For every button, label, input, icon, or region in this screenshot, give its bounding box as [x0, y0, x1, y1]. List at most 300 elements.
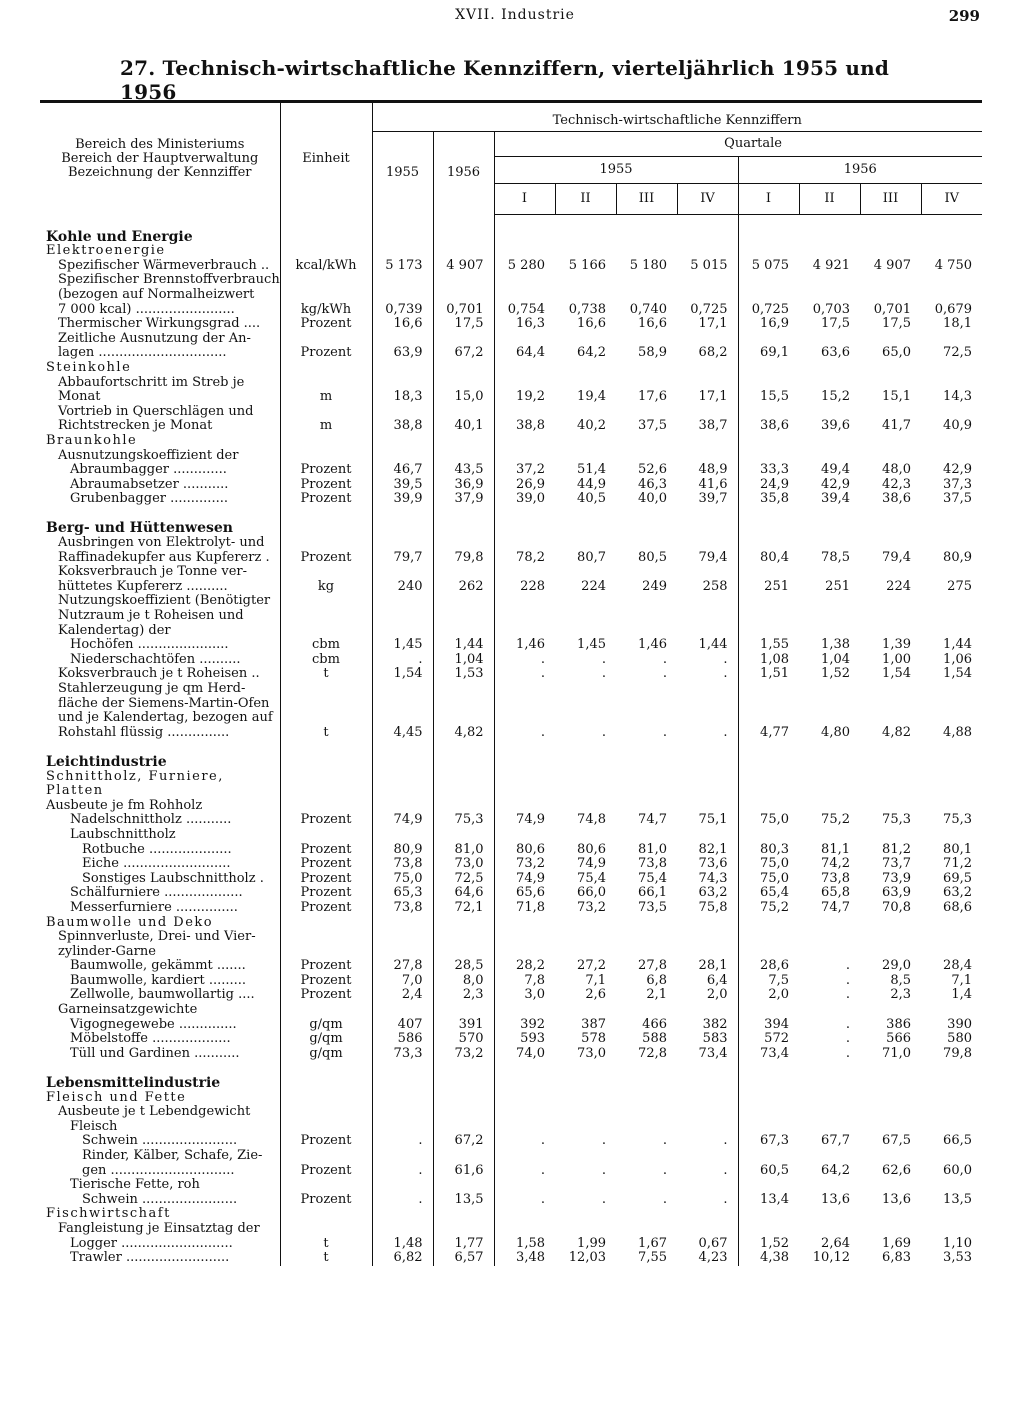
header-q1-1955: I: [494, 184, 555, 215]
value-cell: 62,6: [882, 1163, 911, 1178]
value-cell: [921, 1061, 982, 1076]
value-cell: [677, 273, 738, 288]
value-cell: [494, 565, 555, 580]
value-cell: [433, 594, 494, 609]
group-row: [40, 361, 982, 376]
value-cell: [860, 521, 921, 536]
table-body: [40, 215, 982, 1266]
value-cell: 75,2: [738, 901, 799, 916]
label-row: [40, 930, 982, 945]
value-cell: .: [845, 1032, 850, 1047]
value-cell: [677, 332, 738, 347]
value-cell: 27,2: [577, 959, 606, 974]
value-cell: 63,2: [943, 886, 972, 901]
value-cell: [433, 930, 494, 945]
spacer-row: [40, 215, 982, 230]
value-cell: [372, 1149, 433, 1164]
value-cell: 1,99: [577, 1236, 606, 1251]
unit-cell: [280, 594, 372, 609]
unit-cell: [280, 799, 372, 814]
value-cell: 67,3: [738, 1134, 799, 1149]
value-cell: [799, 215, 860, 230]
unit-cell: Prozent: [280, 974, 372, 989]
value-cell: [799, 361, 860, 376]
row-label: Möbelstoffe ...................: [70, 1032, 231, 1047]
label-row: [40, 565, 982, 580]
value-cell: [616, 1091, 677, 1106]
value-cell: 28,2: [494, 959, 555, 974]
value-cell: 466: [642, 1017, 667, 1032]
value-cell: 81,0: [433, 843, 494, 858]
header-year-1956: 1956: [433, 132, 494, 215]
value-cell: 4 907: [433, 259, 494, 274]
value-cell: [555, 1091, 616, 1106]
unit-cell: Prozent: [280, 346, 372, 361]
value-cell: [738, 1003, 799, 1018]
value-cell: 28,4: [943, 959, 972, 974]
value-cell: [921, 565, 982, 580]
value-cell: [433, 1149, 494, 1164]
unit-cell: Prozent: [280, 492, 372, 507]
value-cell: 0,703: [812, 302, 850, 317]
header-unit: Einheit: [280, 102, 372, 215]
value-cell: 15,2: [821, 390, 850, 405]
unit-cell: Prozent: [280, 1193, 372, 1208]
row-label: Stahlerzeugung je qm Herd-: [58, 682, 246, 696]
value-cell: [494, 770, 555, 785]
value-cell: 392: [494, 1018, 555, 1033]
unit-cell: [280, 1149, 372, 1164]
value-cell: [433, 230, 494, 245]
unit-cell: [280, 215, 372, 230]
value-cell: [433, 449, 494, 464]
value-cell: 0,701: [873, 302, 911, 317]
header-kennziffern: Technisch-wirtschaftliche Kennziffern: [372, 111, 982, 132]
value-cell: 37,5: [943, 492, 972, 507]
group-row: [40, 916, 982, 931]
row-label: Koksverbrauch je t Roheisen ..: [58, 667, 260, 682]
row-label: Baumwolle, kardiert .........: [70, 973, 247, 988]
value-cell: 74,9: [372, 813, 433, 828]
value-cell: [433, 273, 494, 288]
value-cell: 3,48: [494, 1251, 555, 1266]
value-cell: [677, 1178, 738, 1193]
label-row: [40, 376, 982, 391]
unit-cell: [280, 624, 372, 639]
value-cell: [616, 1149, 677, 1164]
value-cell: 394: [738, 1018, 799, 1033]
value-cell: [921, 449, 982, 464]
value-cell: [433, 405, 494, 420]
value-cell: [433, 1061, 494, 1076]
value-cell: [799, 930, 860, 945]
value-cell: [860, 1091, 921, 1106]
value-cell: 37,2: [494, 463, 555, 478]
row-label: [40, 507, 280, 522]
value-cell: 80,9: [372, 843, 433, 858]
value-cell: 74,9: [494, 872, 555, 887]
value-cell: [494, 711, 555, 726]
value-cell: [921, 609, 982, 624]
value-cell: 1,67: [638, 1236, 667, 1251]
value-cell: [921, 784, 982, 799]
label-row: [40, 1149, 982, 1164]
group-label: Fleisch und Fette: [46, 1090, 187, 1105]
value-cell: [921, 930, 982, 945]
value-cell: 51,4: [577, 463, 606, 478]
table-row: [40, 1134, 982, 1149]
value-cell: 63,6: [821, 346, 850, 361]
value-cell: [433, 784, 494, 799]
value-cell: 40,1: [433, 419, 494, 434]
value-cell: [921, 682, 982, 697]
value-cell: [738, 434, 799, 449]
value-cell: [433, 376, 494, 391]
value-cell: 4,82: [433, 726, 494, 741]
value-cell: 6,82: [372, 1251, 433, 1266]
value-cell: 74,9: [577, 857, 606, 872]
value-cell: 74,3: [698, 871, 728, 886]
value-cell: [860, 1178, 921, 1193]
value-cell: [799, 740, 860, 755]
group-row: [40, 1207, 982, 1222]
value-cell: [677, 770, 738, 785]
header-q2-1956: II: [799, 184, 860, 215]
value-cell: [860, 799, 921, 814]
value-cell: [433, 916, 494, 931]
value-cell: 251: [825, 579, 850, 594]
value-cell: [494, 1076, 555, 1091]
row-label: (bezogen auf Normalheizwert: [58, 287, 255, 302]
value-cell: 79,8: [433, 551, 494, 566]
value-cell: .: [372, 1134, 433, 1149]
value-cell: .: [494, 1164, 555, 1179]
value-cell: 1,48: [372, 1237, 433, 1252]
value-cell: [799, 1003, 860, 1018]
value-cell: 58,9: [638, 346, 667, 361]
value-cell: 5 075: [738, 259, 799, 274]
value-cell: [616, 405, 677, 420]
value-cell: 18,3: [372, 390, 433, 405]
value-cell: [677, 405, 738, 420]
value-cell: [372, 697, 433, 712]
value-cell: 4 750: [934, 258, 972, 273]
value-cell: [616, 521, 677, 536]
unit-cell: kcal/kWh: [280, 259, 372, 274]
row-label: Fangleistung je Einsatztag der: [58, 1221, 260, 1236]
value-cell: [738, 609, 799, 624]
value-cell: [738, 361, 799, 376]
value-cell: 29,0: [882, 959, 911, 974]
value-cell: [921, 1207, 982, 1222]
value-cell: [555, 565, 616, 580]
value-cell: [677, 755, 738, 770]
value-cell: 38,8: [372, 419, 433, 434]
value-cell: [433, 828, 494, 843]
table-row: [40, 843, 982, 858]
value-cell: [555, 449, 616, 464]
value-cell: [616, 1222, 677, 1237]
row-label: Baumwolle, gekämmt .......: [70, 959, 246, 974]
row-label: Abraumabsetzer ...........: [70, 477, 229, 492]
value-cell: [494, 1003, 555, 1018]
value-cell: [372, 273, 433, 288]
value-cell: 4 921: [812, 258, 850, 273]
unit-cell: Prozent: [280, 872, 372, 887]
value-cell: [372, 770, 433, 785]
value-cell: .: [601, 725, 606, 740]
value-cell: [555, 609, 616, 624]
row-label: Ausbeute je t Lebendgewicht: [58, 1105, 251, 1120]
value-cell: 275: [947, 579, 972, 594]
value-cell: 74,8: [577, 813, 606, 828]
value-cell: [677, 1076, 738, 1091]
value-cell: 68,6: [943, 900, 972, 915]
value-cell: .: [723, 1192, 728, 1207]
value-cell: [799, 770, 860, 785]
unit-cell: [280, 916, 372, 931]
value-cell: [494, 930, 555, 945]
value-cell: 79,8: [943, 1046, 972, 1061]
value-cell: 35,8: [738, 492, 799, 507]
row-label: Spinnverluste, Drei- und Vier-: [58, 930, 256, 945]
value-cell: [677, 521, 738, 536]
value-cell: [372, 376, 433, 391]
value-cell: [738, 1120, 799, 1135]
row-label: [40, 1061, 280, 1076]
spacer-row: [40, 740, 982, 755]
value-cell: [860, 273, 921, 288]
value-cell: 8,0: [433, 974, 494, 989]
value-cell: [433, 682, 494, 697]
row-label: lagen ...............................: [58, 346, 227, 361]
value-cell: [921, 405, 982, 420]
label-row: [40, 288, 982, 303]
label-row: [40, 536, 982, 551]
value-cell: [372, 1091, 433, 1106]
value-cell: [494, 1149, 555, 1164]
value-cell: 3,53: [943, 1251, 972, 1266]
value-cell: 73,9: [882, 871, 911, 886]
row-label: Niederschachtöfen ..........: [70, 652, 241, 667]
unit-cell: [280, 376, 372, 391]
value-cell: 41,6: [698, 477, 728, 492]
value-cell: 39,4: [821, 492, 850, 507]
value-cell: [799, 332, 860, 347]
value-cell: 73,0: [577, 1046, 606, 1061]
value-cell: 66,5: [943, 1134, 972, 1149]
value-cell: 68,2: [698, 346, 728, 361]
value-cell: [372, 449, 433, 464]
value-cell: [799, 1178, 860, 1193]
value-cell: 72,1: [433, 901, 494, 916]
value-cell: [433, 288, 494, 303]
value-cell: 66,1: [638, 886, 667, 901]
value-cell: [799, 755, 860, 770]
value-cell: [616, 1061, 677, 1076]
value-cell: [494, 449, 555, 464]
value-cell: 1,10: [943, 1236, 972, 1251]
group-label: Steinkohle: [46, 360, 132, 375]
value-cell: 44,9: [577, 477, 606, 492]
value-cell: 5 015: [690, 258, 728, 273]
value-cell: 390: [947, 1017, 972, 1032]
value-cell: 6,57: [433, 1251, 494, 1266]
value-cell: [799, 565, 860, 580]
value-cell: [738, 273, 799, 288]
value-cell: [555, 1178, 616, 1193]
unit-cell: Prozent: [280, 988, 372, 1003]
value-cell: [677, 1091, 738, 1106]
unit-cell: t: [280, 667, 372, 682]
table-row: [40, 1237, 982, 1252]
value-cell: [799, 230, 860, 245]
value-cell: [494, 1091, 555, 1106]
value-cell: [372, 288, 433, 303]
value-cell: 67,2: [433, 346, 494, 361]
value-cell: 74,2: [821, 857, 850, 872]
value-cell: .: [845, 959, 850, 974]
value-cell: [799, 1076, 860, 1091]
value-cell: [372, 244, 433, 259]
value-cell: 37,5: [638, 419, 667, 434]
value-cell: [799, 828, 860, 843]
value-cell: .: [845, 1017, 850, 1032]
value-cell: 42,9: [943, 463, 972, 478]
row-label: Garneinsatzgewichte: [58, 1003, 198, 1018]
unit-cell: Prozent: [280, 551, 372, 566]
value-cell: [738, 784, 799, 799]
value-cell: [494, 916, 555, 931]
value-cell: [921, 740, 982, 755]
value-cell: [921, 770, 982, 785]
value-cell: [555, 945, 616, 960]
row-label: Hochöfen ......................: [70, 638, 229, 653]
value-cell: 37,9: [433, 492, 494, 507]
value-cell: [677, 1105, 738, 1120]
group-label: Braunkohle: [46, 433, 138, 448]
value-cell: 74,0: [494, 1047, 555, 1062]
header-q1-1956: I: [738, 184, 799, 215]
row-label: Trawler .........................: [70, 1251, 230, 1266]
value-cell: 67,7: [821, 1134, 850, 1149]
row-label: Rotbuche ....................: [82, 842, 232, 857]
unit-cell: g/qm: [280, 1018, 372, 1033]
value-cell: 48,0: [882, 463, 911, 478]
value-cell: 73,2: [577, 900, 606, 915]
value-cell: [677, 609, 738, 624]
value-cell: [555, 507, 616, 522]
value-cell: [921, 711, 982, 726]
value-cell: [799, 1207, 860, 1222]
value-cell: 69,5: [943, 871, 972, 886]
row-label: Kalendertag) der: [58, 623, 171, 638]
table-row: [40, 346, 982, 361]
label-row: [40, 1222, 982, 1237]
unit-cell: [280, 1207, 372, 1222]
value-cell: 41,7: [882, 419, 911, 434]
value-cell: [860, 1061, 921, 1076]
unit-cell: g/qm: [280, 1032, 372, 1047]
value-cell: .: [601, 1163, 606, 1178]
value-cell: 46,7: [372, 463, 433, 478]
value-cell: 81,1: [821, 842, 850, 857]
value-cell: 48,9: [698, 463, 728, 478]
value-cell: 10,12: [812, 1251, 850, 1266]
value-cell: [616, 230, 677, 245]
value-cell: 1,44: [698, 638, 728, 653]
value-cell: 588: [642, 1032, 667, 1047]
value-cell: [921, 521, 982, 536]
value-cell: 79,4: [698, 550, 728, 565]
value-cell: 27,8: [372, 959, 433, 974]
unit-cell: [280, 1120, 372, 1135]
value-cell: 73,4: [738, 1047, 799, 1062]
value-cell: [494, 1207, 555, 1222]
value-cell: 71,8: [494, 901, 555, 916]
value-cell: 228: [494, 580, 555, 595]
table-row: [40, 901, 982, 916]
value-cell: [799, 376, 860, 391]
unit-cell: Prozent: [280, 463, 372, 478]
value-cell: 60,5: [738, 1164, 799, 1179]
value-cell: [555, 799, 616, 814]
value-cell: 33,3: [738, 463, 799, 478]
value-cell: [433, 1105, 494, 1120]
unit-cell: [280, 1076, 372, 1091]
value-cell: [677, 930, 738, 945]
value-cell: 4,77: [738, 726, 799, 741]
value-cell: 63,2: [698, 886, 728, 901]
value-cell: [860, 1120, 921, 1135]
value-cell: 65,6: [494, 886, 555, 901]
value-cell: [799, 1149, 860, 1164]
value-cell: .: [662, 667, 667, 682]
label-row: [40, 624, 982, 639]
value-cell: [921, 1003, 982, 1018]
value-cell: 586: [372, 1032, 433, 1047]
value-cell: 1,06: [943, 652, 972, 667]
value-cell: [799, 609, 860, 624]
section-row: [40, 1076, 982, 1091]
unit-cell: [280, 565, 372, 580]
value-cell: 39,0: [494, 492, 555, 507]
value-cell: [494, 521, 555, 536]
value-cell: 0,67: [698, 1236, 728, 1251]
row-label: Sonstiges Laubschnittholz .: [82, 871, 264, 886]
value-cell: 38,6: [738, 419, 799, 434]
value-cell: 46,3: [638, 477, 667, 492]
unit-cell: m: [280, 390, 372, 405]
value-cell: [860, 770, 921, 785]
value-cell: 16,6: [577, 317, 606, 332]
row-label: Vigognegewebe ..............: [70, 1017, 237, 1032]
value-cell: 75,4: [638, 871, 667, 886]
value-cell: [860, 1003, 921, 1018]
table-row: [40, 1251, 982, 1266]
value-cell: [616, 273, 677, 288]
group-label: Fischwirtschaft: [46, 1207, 171, 1222]
value-cell: [433, 1178, 494, 1193]
value-cell: [555, 711, 616, 726]
unit-cell: cbm: [280, 638, 372, 653]
value-cell: 71,2: [943, 857, 972, 872]
value-cell: 61,6: [433, 1164, 494, 1179]
group-row: [40, 770, 982, 785]
value-cell: 5 173: [372, 259, 433, 274]
value-cell: [433, 1091, 494, 1106]
value-cell: [433, 1076, 494, 1091]
